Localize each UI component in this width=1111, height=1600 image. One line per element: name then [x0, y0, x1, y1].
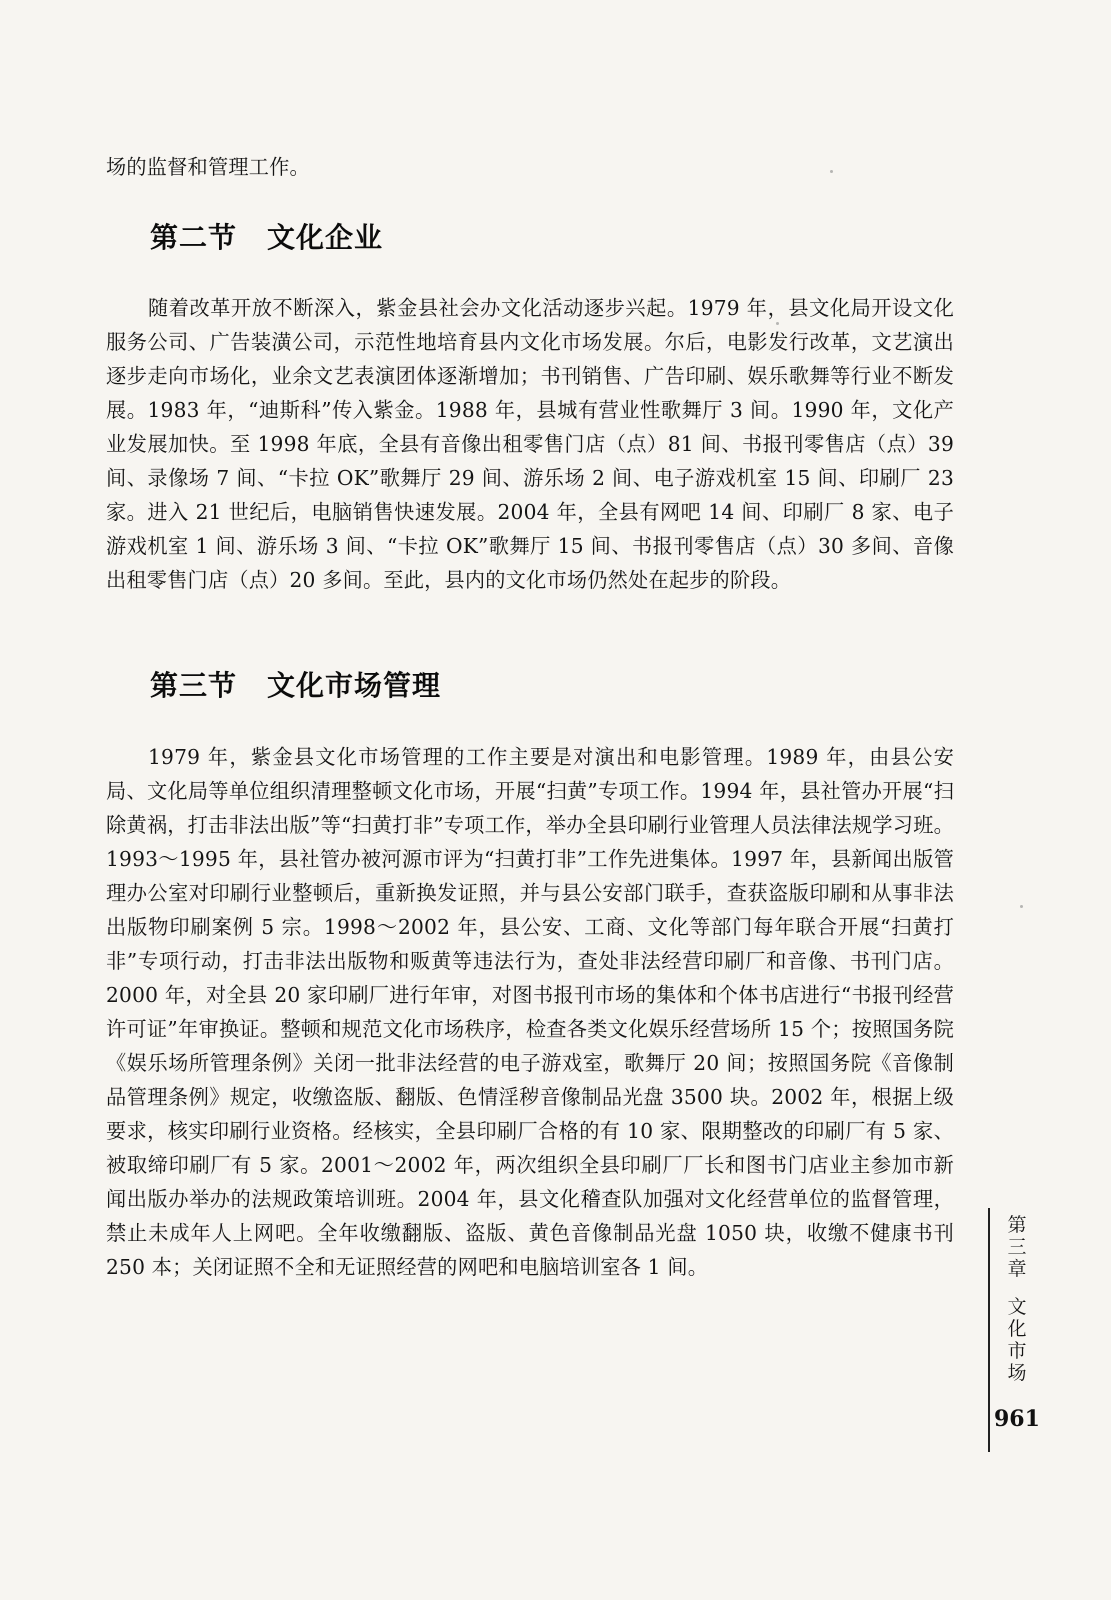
lead-paragraph: 场的监督和管理工作。: [106, 155, 310, 179]
section-heading-2: [150, 218, 383, 258]
section-2-paragraph: 随着改革开放不断深入，紫金县社会办文化活动逐步兴起。1979 年，县文化局开设文化服务公司、广告装潢公司，示范性地培育县内文化市场发展。尔后，电影发行改革，文艺演出逐步走向市场化，业余文艺表演团体逐渐增加；书刊销售、广告印刷、娱乐歌舞等行业不断发展。1983 年，“迪斯科”传入紫金。1988 年，县城有营业性歌舞厅 3 间。1990 年，文化产业发展加快。至 1998 年底，全县有音像出租零售门店（点）81 间、书报刊零售店（点）39 间、录像场 7 间、“卡拉 OK”歌舞厅 29 间、游乐场 2 间、电子游戏机室 15 间、印刷厂 23 家。进入 21 世纪后，电脑销售快速发展。2004 年，全县有网吧 14 间、印刷厂 8 家、电子游戏机室 1 间、游乐场 3 间、“卡拉 OK”歌舞厅 15 间、书报刊零售店（点）30 多间、音像出租零售门店（点）20 多间。至此，县内的文化市场仍然处在起步的阶段。: [106, 296, 954, 592]
scan-speck: [776, 322, 779, 325]
side-header-title: 文化市场: [1007, 1296, 1027, 1384]
scan-speck: [1020, 905, 1023, 908]
page-number: 961: [994, 1406, 1040, 1432]
section-heading-2-title: 文化企业: [267, 221, 384, 254]
section-heading-3: [150, 666, 441, 706]
section-heading-2-number: 第二节: [150, 221, 238, 254]
side-header-chapter: 第三章: [1007, 1214, 1027, 1280]
side-header-rule: [988, 1208, 990, 1452]
section-heading-3-title: 文化市场管理: [267, 669, 442, 702]
section-heading-3-number: 第三节: [150, 669, 238, 702]
scan-speck: [830, 170, 833, 173]
section-3-paragraph: 1979 年，紫金县文化市场管理的工作主要是对演出和电影管理。1989 年，由县公安局、文化局等单位组织清理整顿文化市场，开展“扫黄”专项工作。1994 年，县社管办开展“扫除黄祸，打击非法出版”等“扫黄打非”专项工作，举办全县印刷行业管理人员法律法规学习班。1993～1995 年，县社管办被河源市评为“扫黄打非”工作先进集体。1997 年，县新闻出版管理办公室对印刷行业整顿后，重新换发证照，并与县公安部门联手，查获盗版印刷和从事非法出版物印刷案例 5 宗。1998～2002 年，县公安、工商、文化等部门每年联合开展“扫黄打非”专项行动，打击非法出版物和贩黄等违法行为，查处非法经营印刷厂和音像、书刊门店。2000 年，对全县 20 家印刷厂进行年审，对图书报刊市场的集体和个体书店进行“书报刊经营许可证”年审换证。整顿和规范文化市场秩序，检查各类文化娱乐经营场所 15 个；按照国务院《娱乐场所管理条例》关闭一批非法经营的电子游戏室，歌舞厅 20 间；按照国务院《音像制品管理条例》规定，收缴盗版、翻版、色情淫秽音像制品光盘 3500 块。2002 年，根据上级要求，核实印刷行业资格。经核实，全县印刷厂合格的有 10 家、限期整改的印刷厂有 5 家、被取缔印刷厂有 5 家。2001～2002 年，两次组织全县印刷厂厂长和图书门店业主参加市新闻出版办举办的法规政策培训班。2004 年，县文化稽查队加强对文化经营单位的监督管理，禁止未成年人上网吧。全年收缴翻版、盗版、黄色音像制品光盘 1050 块，收缴不健康书刊 250 本；关闭证照不全和无证照经营的网吧和电脑培训室各 1 间。: [106, 745, 954, 1279]
